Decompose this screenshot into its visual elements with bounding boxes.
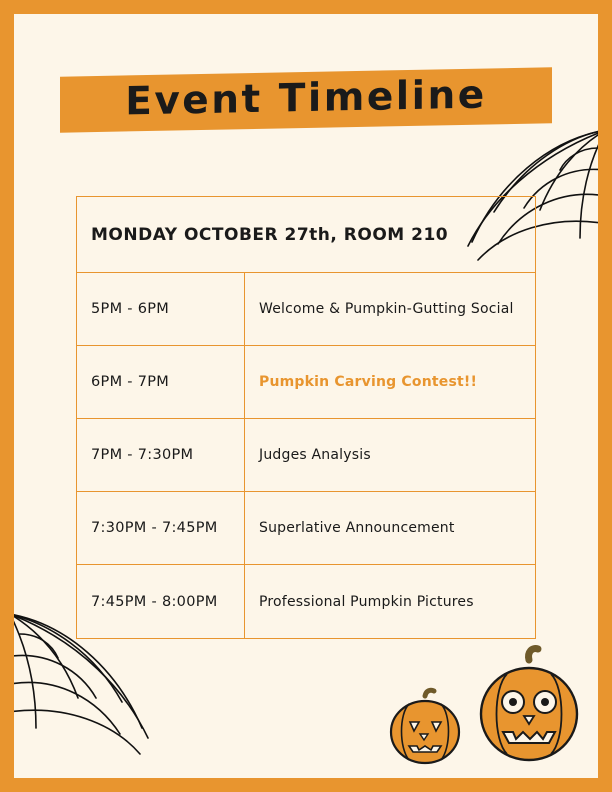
page-title: Event Timeline <box>125 72 487 124</box>
table-header-label: MONDAY OCTOBER 27th, ROOM 210 <box>91 224 449 245</box>
row-time: 7:45PM - 8:00PM <box>77 565 245 638</box>
table-row <box>77 273 535 346</box>
row-time: 5PM - 6PM <box>77 273 245 345</box>
row-time: 6PM - 7PM <box>77 346 245 418</box>
table-row <box>77 419 535 492</box>
row-description: Professional Pumpkin Pictures <box>259 593 474 610</box>
table-row <box>77 565 535 638</box>
row-description: Superlative Announcement <box>259 520 455 536</box>
row-time: 7:30PM - 7:45PM <box>77 492 245 564</box>
pumpkin-large-icon <box>469 644 591 770</box>
row-description: Judges Analysis <box>259 447 371 463</box>
table-header-row <box>77 197 535 273</box>
event-timeline-table <box>76 196 536 639</box>
row-description: Welcome & Pumpkin-Gutting Social <box>259 301 514 317</box>
poster-page <box>14 14 598 778</box>
table-row <box>77 492 535 565</box>
table-row <box>77 346 535 419</box>
row-time: 7PM - 7:30PM <box>77 419 245 491</box>
row-description: Pumpkin Carving Contest!! <box>259 374 478 390</box>
pumpkin-small-icon <box>379 686 475 768</box>
